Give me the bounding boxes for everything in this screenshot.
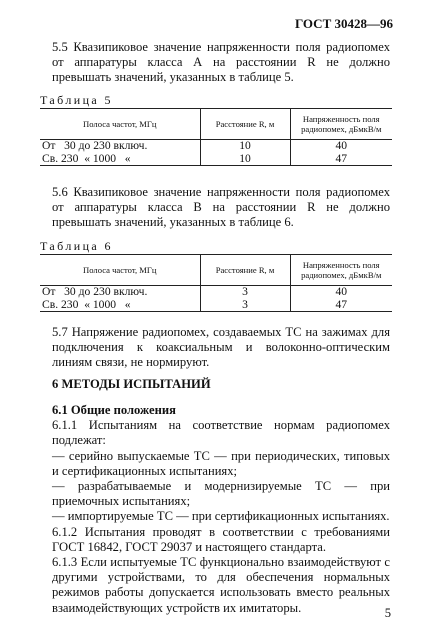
- cell-distance: 10: [200, 153, 290, 166]
- page-number: 5: [384, 606, 391, 620]
- header-frequency-band: Полоса частот, МГц: [40, 109, 200, 140]
- table-6-caption: Таблица 6: [40, 239, 113, 253]
- cell-band: Св. 230 « 1000 «: [40, 299, 200, 312]
- cell-distance: 10: [200, 140, 290, 153]
- list-item: — серийно выпускаемые ТС — при периодических, типовых и сертификационных испытаниях;: [52, 448, 390, 478]
- table-row: [40, 153, 392, 166]
- paragraph-6-1-1: 6.1.1 Испытаниям на соответствие нормам радиопомех подлежат:: [52, 418, 390, 448]
- header-field-strength: Напряженность поля радиопомех, дБмкВ/м: [290, 255, 392, 286]
- table-row: [40, 299, 392, 312]
- list-item: — импортируемые ТС — при сертификационных испытаниях.: [52, 509, 390, 524]
- paragraph-5-5: 5.5 Квазипиковое значение напряженности поля радиопомех от аппаратуры класса А на расстоянии R не должно превышать значений, указанных в таблице 5.: [52, 40, 390, 85]
- list-item: — разрабатываемые и модернизируемые ТС — при приемочных испытаниях;: [52, 479, 390, 509]
- table-5-caption: Таблица 5: [40, 93, 113, 107]
- paragraph-5-6: 5.6 Квазипиковое значение напряженности поля радиопомех от аппаратуры класса В на расстоянии R не должно превышать значений, указанных в таблице 6.: [52, 185, 390, 230]
- header-distance: Расстояние R, м: [200, 255, 290, 286]
- header-frequency-band: Полоса частот, МГц: [40, 255, 200, 286]
- paragraph-6-1-2: 6.1.2 Испытания проводят в соответствии с требованиями ГОСТ 16842, ГОСТ 29037 и настоящего стандарта.: [52, 524, 390, 554]
- table-row: [40, 140, 392, 153]
- header-distance: Расстояние R, м: [200, 109, 290, 140]
- header-field-strength: Напряженность поля радиопомех, дБмкВ/м: [290, 109, 392, 140]
- paragraph-5-7: 5.7 Напряжение радиопомех, создаваемых ТС на зажимах для подключения к коаксиальным и волоконно-оптическим линиям связи, не нормируют.: [52, 325, 390, 370]
- cell-field: 47: [290, 299, 392, 312]
- cell-band: От 30 до 230 включ.: [42, 285, 148, 298]
- cell-field: 47: [290, 153, 392, 166]
- paragraph-6-1-3: 6.1.3 Если испытуемые ТС функционально взаимодействуют с другими устройствами, то для обеспечения нормальных режимов работы допускается использовать вместо реальных взаимодействующих устройств их имитаторы.: [52, 555, 390, 615]
- table-header-row: [40, 109, 392, 140]
- cell-distance: 3: [200, 299, 290, 312]
- subsection-6-1-title: 6.1 Общие положения: [52, 403, 176, 417]
- table-header-row: [40, 255, 392, 286]
- section-6-title: 6 МЕТОДЫ ИСПЫТАНИЙ: [52, 377, 211, 391]
- cell-band: Св. 230 « 1000 «: [40, 153, 200, 166]
- table-6: [40, 254, 392, 312]
- cell-field: 40: [290, 140, 392, 153]
- table-5: [40, 108, 392, 166]
- section-6-body: [52, 403, 390, 616]
- document-id-header: ГОСТ 30428—96: [294, 16, 393, 31]
- cell-distance: 3: [200, 286, 290, 299]
- cell-band: От 30 до 230 включ.: [42, 139, 148, 152]
- table-row: [40, 286, 392, 299]
- cell-field: 40: [290, 286, 392, 299]
